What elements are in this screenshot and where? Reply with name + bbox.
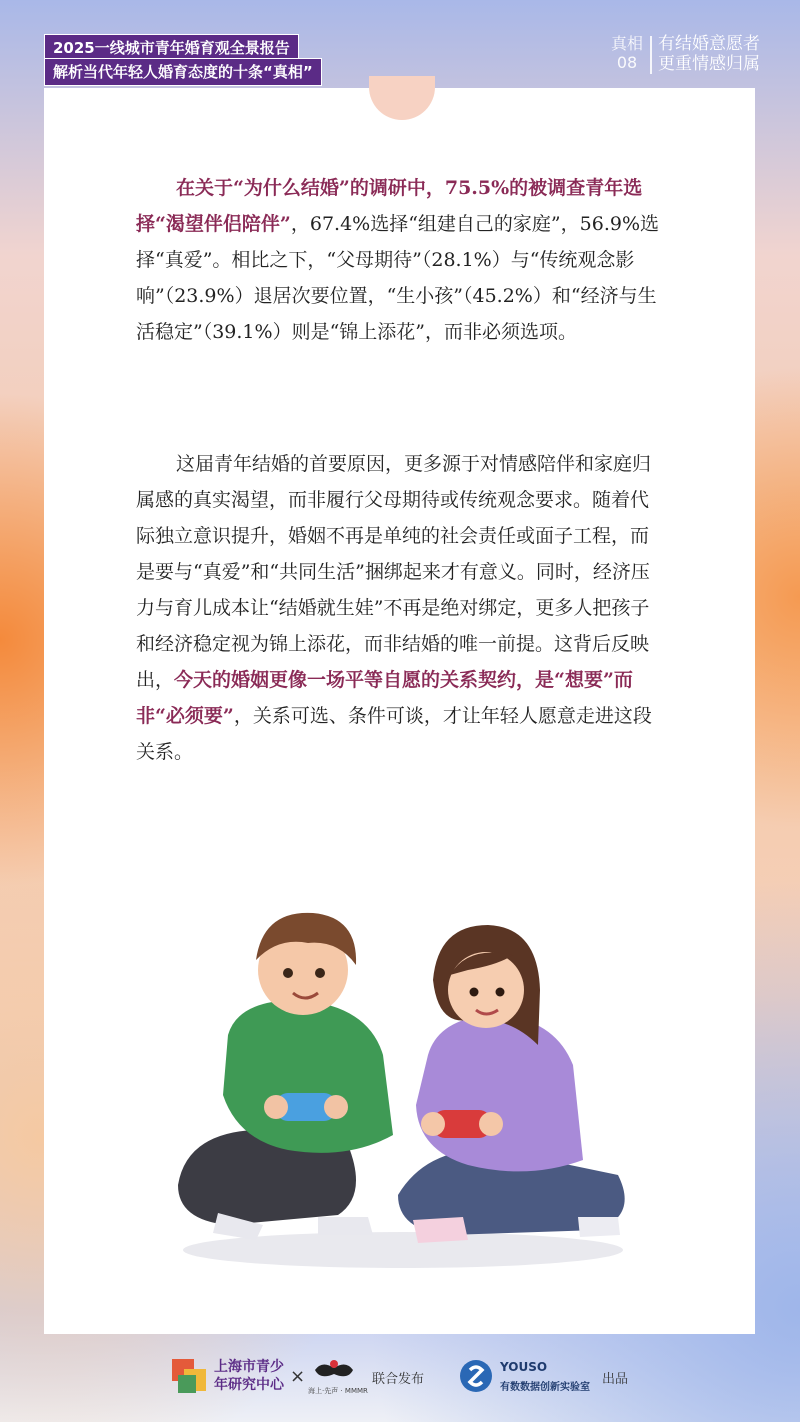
collab-symbol: × <box>290 1366 306 1387</box>
youso-lab-name: 有数数据创新实验室 <box>500 1382 590 1393</box>
truth-label: 真相 <box>610 34 643 53</box>
shanghai-youth-center-logo <box>170 1357 210 1397</box>
couple-gaming-illustration <box>168 895 638 1275</box>
youso-logo <box>458 1358 494 1394</box>
highlight-survey-stat: 在关于“为什么结婚”的调研中，75.5%的被调查青年选择“渴望伴侣陪伴” <box>136 177 643 235</box>
paragraph-1 <box>136 170 666 350</box>
paragraph-2-text: 这届青年结婚的首要原因，更多源于对情感陪伴和家庭归属感的真实渴望，而非履行父母期待或传统观念要求。随着代际独立意识提升，婚姻不再是单纯的社会责任或面子工程，而是要与“真爱”和“共同生活”捆绑起来才有意义。同时，经济压力与育儿成本让“结婚就生娃”不再是绝对绑定，更多人把孩子和经济稳定视为锦上添花，而非结婚的唯一前提。这背后反映出， <box>136 453 652 691</box>
report-title: 2025一线城市青年婚育观全景报告 <box>44 34 299 62</box>
header-divider <box>650 36 652 74</box>
paragraph-2 <box>136 446 666 770</box>
org1-name-line2: 年研究中心 <box>214 1377 284 1393</box>
org1-name-line1: 上海市青少 <box>214 1359 284 1375</box>
produced-by-label: 出品 <box>602 1372 629 1387</box>
highlight-conclusion: 今天的婚姻更像一场平等自愿的关系契约，是“想要”而非“必须要” <box>136 669 633 727</box>
youso-name: YOUSO <box>500 1360 548 1374</box>
paragraph-1-text: ，67.4%选择“组建自己的家庭”，56.9%选择“真爱”。相比之下，“父母期待”（28.1%）与“传统观念影响”（23.9%）退居次要位置，“生小孩”（45.2%）和“经济与生活稳定”（39.1%）则是“锦上添花”，而非必须选项。 <box>136 213 660 343</box>
truth-title-line1: 有结婚意愿者 <box>658 34 760 54</box>
truth-number: 08 <box>616 53 638 72</box>
truth-title-line2: 更重情感归属 <box>658 54 760 74</box>
paragraph-2-ending: ，关系可选、条件可谈，才让年轻人愿意走进这段关系。 <box>136 705 652 763</box>
report-subtitle: 解析当代年轻人婚育态度的十条“真相” <box>44 58 322 86</box>
org2-caption: 海上·先声 · MMMR <box>308 1387 368 1395</box>
joint-release-label: 联合发布 <box>372 1372 425 1387</box>
moustache-logo <box>312 1358 356 1384</box>
